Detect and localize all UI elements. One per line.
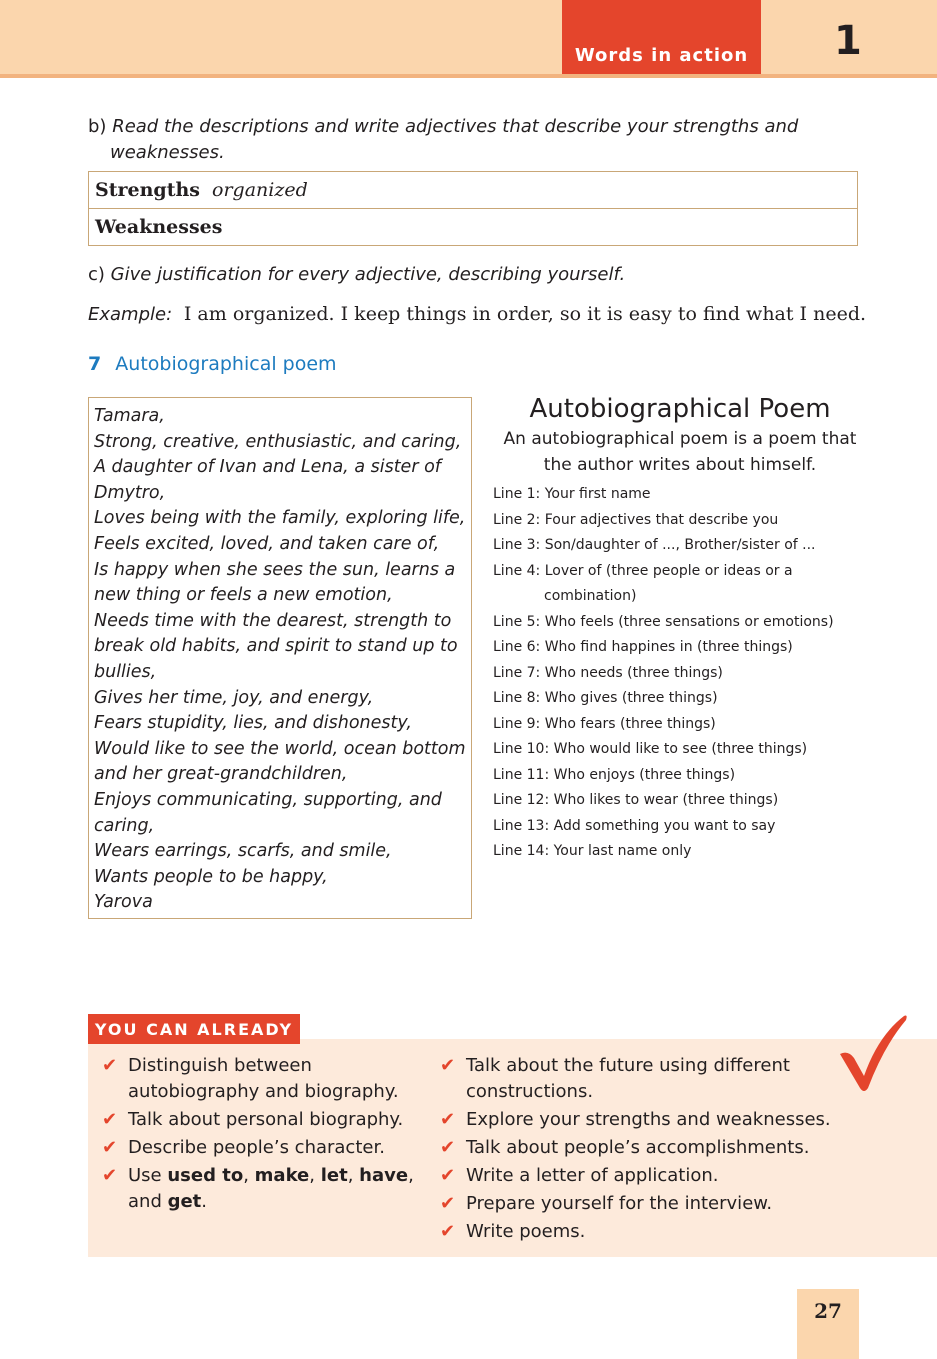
skill-text: Prepare yourself for the interview.	[466, 1193, 773, 1214]
task-instruction: Give justification for every adjective, describing yourself.	[110, 264, 626, 285]
task-instruction: Read the descriptions and write adjectives that describe your strengths and	[112, 116, 799, 137]
check-icon: ✔	[102, 1055, 118, 1076]
skills-left-column	[102, 1053, 422, 1217]
poem-line: Gives her time, joy, and energy,	[94, 687, 374, 708]
task-instruction-cont: weaknesses.	[110, 142, 225, 163]
poem-line: Yarova	[94, 892, 153, 913]
poem-line: A daughter of Ivan and Lena, a sister of	[94, 457, 441, 478]
poem-line: Would like to see the world, ocean bottom	[94, 738, 466, 759]
strengths-value: organized	[212, 179, 308, 201]
skill-item	[440, 1053, 860, 1105]
poem-line: break old habits, and spirit to stand up to	[94, 636, 458, 657]
skill-text: Talk about personal biography.	[128, 1109, 404, 1130]
task-letter: c)	[88, 264, 105, 285]
text-fragment: .	[201, 1191, 208, 1212]
guide-lines	[490, 482, 870, 865]
example-label: Example:	[88, 304, 173, 325]
task-letter: b)	[88, 116, 107, 137]
skill-text	[128, 1165, 414, 1212]
header-band	[0, 0, 937, 74]
guide-line: combination)	[544, 588, 637, 604]
skill-item	[440, 1219, 860, 1245]
text-fragment: ,	[309, 1165, 321, 1186]
poem-guide	[490, 394, 870, 865]
check-icon: ✔	[102, 1165, 118, 1186]
strengths-cell[interactable]	[89, 172, 858, 209]
skill-text: Talk about the future using different constructions.	[466, 1055, 790, 1102]
keyword: get	[167, 1191, 202, 1212]
poem-line: Tamara,	[94, 406, 165, 426]
skill-item	[440, 1107, 860, 1133]
exercise-title: Autobiographical poem	[115, 353, 337, 375]
exercise-heading	[88, 353, 337, 375]
guide-line: Line 3: Son/daughter of ..., Brother/sister of ...	[493, 537, 816, 553]
you-can-already-tag: YOU CAN ALREADY	[88, 1014, 300, 1044]
example	[88, 303, 866, 325]
guide-line: Line 1: Your first name	[493, 486, 651, 502]
poem-line: bullies,	[94, 661, 157, 682]
guide-description: An autobiographical poem is a poem that the author writes about himself.	[503, 429, 857, 475]
guide-line: Line 10: Who would like to see (three things)	[493, 741, 808, 757]
poem-line: Strong, creative, enthusiastic, and caring,	[94, 431, 462, 452]
text-fragment: Use	[128, 1165, 168, 1186]
guide-line: Line 8: Who gives (three things)	[493, 690, 718, 706]
check-icon: ✔	[440, 1137, 456, 1158]
poem-line: Loves being with the family, exploring life,	[94, 508, 466, 529]
skill-item	[102, 1053, 422, 1105]
header-divider	[0, 74, 937, 78]
poem-box	[88, 397, 472, 919]
poem-line: Enjoys communicating, supporting, and	[94, 789, 442, 810]
keyword: have	[359, 1165, 409, 1186]
check-icon: ✔	[440, 1221, 456, 1242]
skill-text: Describe people’s character.	[128, 1137, 385, 1158]
weaknesses-label: Weaknesses	[95, 216, 223, 238]
poem-line: Wants people to be happy,	[94, 866, 328, 887]
skill-text: Talk about people’s accomplishments.	[466, 1137, 810, 1158]
keyword: used to	[167, 1165, 244, 1186]
unit-number: 1	[834, 18, 862, 64]
poem-line: Needs time with the dearest, strength to	[94, 610, 452, 631]
poem-line: Feels excited, loved, and taken care of,	[94, 533, 440, 554]
poem-line: Fears stupidity, lies, and dishonesty,	[94, 713, 412, 734]
text-fragment: ,	[243, 1165, 255, 1186]
table-row	[89, 172, 858, 209]
skill-item	[440, 1135, 860, 1161]
task-b	[88, 114, 848, 166]
exercise-number: 7	[88, 353, 102, 375]
guide-line: Line 12: Who likes to wear (three things)	[493, 792, 779, 808]
skill-item	[440, 1163, 860, 1189]
example-text: I am organized. I keep things in order, so it is easy to find what I need.	[183, 303, 867, 325]
guide-line: Line 6: Who find happines in (three things)	[493, 639, 793, 655]
page-number: 27	[797, 1289, 859, 1359]
check-icon: ✔	[440, 1109, 456, 1130]
text-fragment: , and	[128, 1165, 414, 1212]
strengths-weaknesses-table	[88, 171, 858, 246]
section-tab: Words in action	[562, 0, 761, 74]
skill-text: Write poems.	[466, 1221, 586, 1242]
guide-line: Line 14: Your last name only	[493, 843, 692, 859]
guide-line: Line 13: Add something you want to say	[493, 817, 776, 834]
poem-line: new thing or feels a new emotion,	[94, 585, 393, 606]
poem-line: Wears earrings, scarfs, and smile,	[94, 841, 392, 862]
check-icon: ✔	[440, 1055, 456, 1076]
task-c	[88, 264, 625, 285]
skill-item	[102, 1107, 422, 1133]
check-icon: ✔	[440, 1165, 456, 1186]
skill-text: Distinguish between autobiography and biography.	[128, 1055, 399, 1102]
skill-item	[440, 1191, 860, 1217]
poem-line: and her great-grandchildren,	[94, 764, 348, 785]
guide-line: Line 11: Who enjoys (three things)	[493, 766, 736, 783]
guide-line: Line 5: Who feels (three sensations or emotions)	[493, 613, 834, 630]
guide-title: Autobiographical Poem	[529, 394, 831, 424]
skill-item	[102, 1135, 422, 1161]
guide-line: Line 4: Lover of (three people or ideas or a	[493, 562, 793, 579]
text-fragment: ,	[347, 1165, 360, 1186]
poem-line: Is happy when she sees the sun, learns a	[94, 559, 456, 580]
poem-line: Dmytro,	[94, 482, 166, 503]
guide-line: Line 2: Four adjectives that describe you	[493, 511, 779, 528]
guide-line: Line 7: Who needs (three things)	[493, 664, 723, 681]
skill-item	[102, 1163, 422, 1215]
skill-text: Write a letter of application.	[466, 1165, 719, 1186]
check-icon: ✔	[102, 1137, 118, 1158]
table-row	[89, 209, 858, 246]
strengths-label: Strengths	[95, 179, 200, 201]
keyword: make	[254, 1165, 310, 1186]
weaknesses-cell[interactable]	[89, 209, 858, 246]
keyword: let	[320, 1165, 348, 1186]
poem-line: caring,	[94, 815, 155, 836]
skills-right-column	[440, 1053, 860, 1247]
skill-text: Explore your strengths and weaknesses.	[466, 1109, 831, 1130]
guide-line: Line 9: Who fears (three things)	[493, 715, 716, 732]
check-icon: ✔	[102, 1109, 118, 1130]
check-icon: ✔	[440, 1193, 456, 1214]
